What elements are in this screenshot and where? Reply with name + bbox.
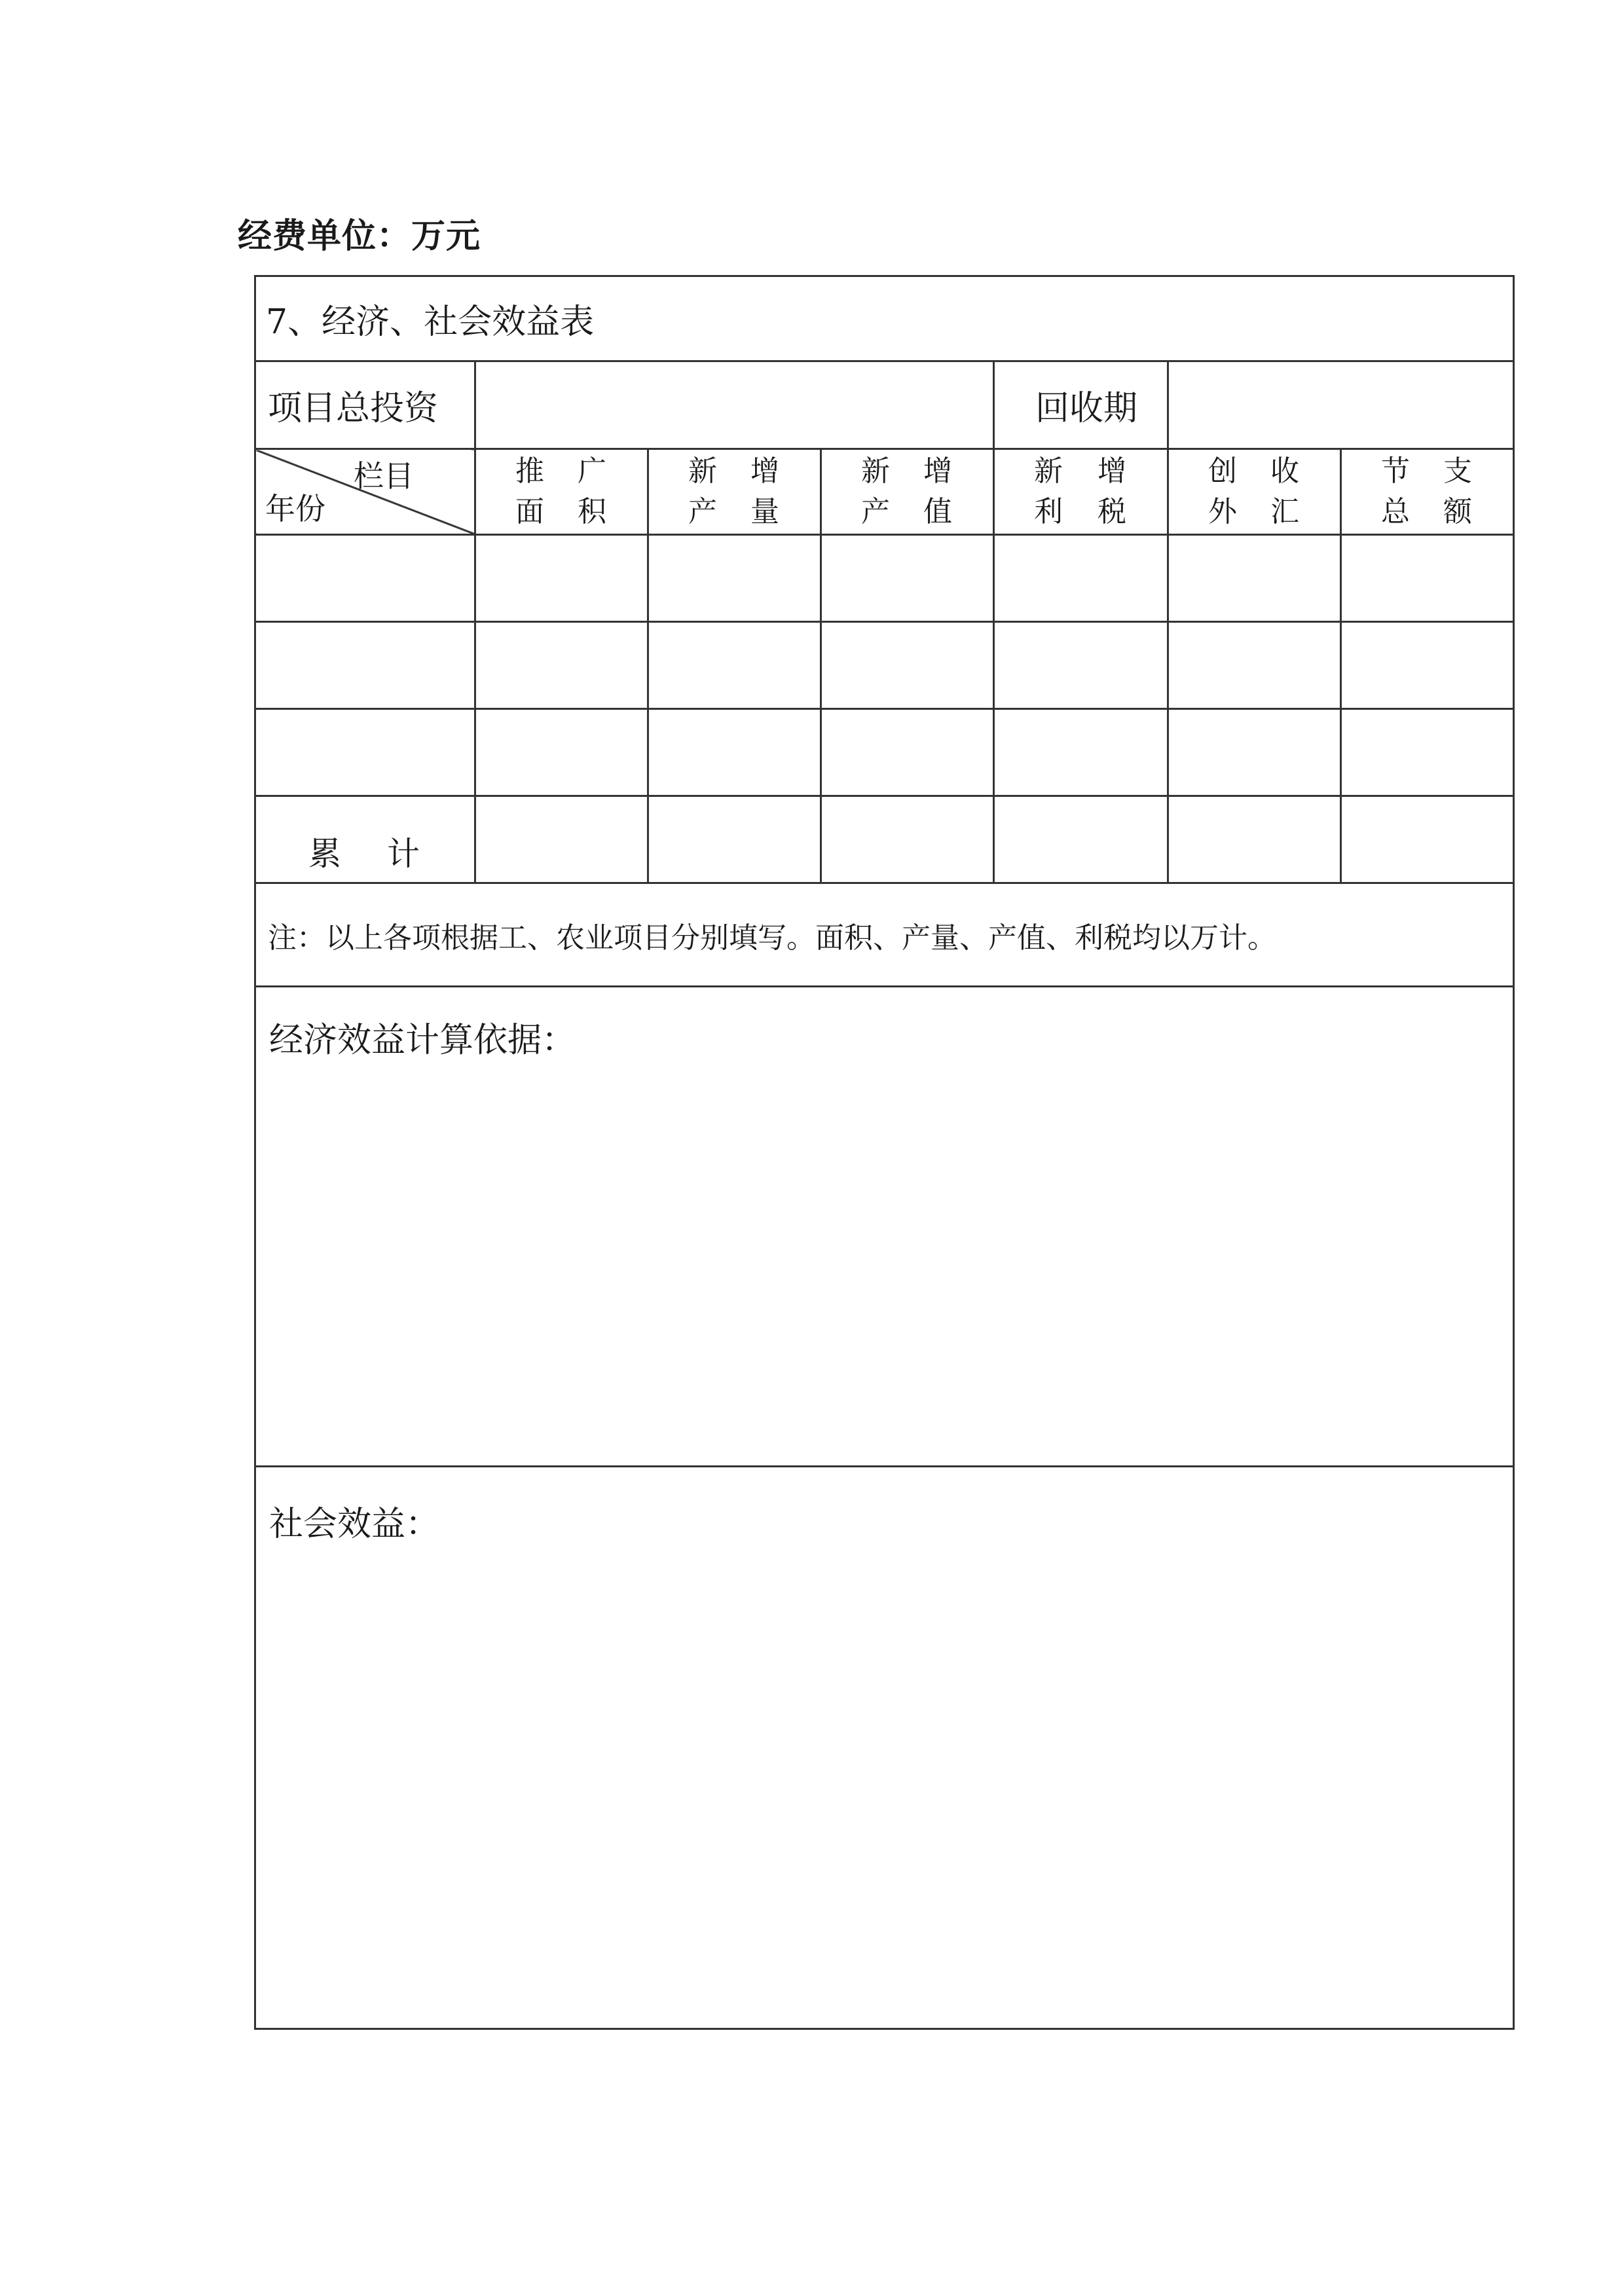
- year-cell[interactable]: [255, 709, 475, 796]
- data-cell[interactable]: [821, 709, 994, 796]
- table-note: 注：以上各项根据工、农业项目分别填写。面积、产量、产值、利税均以万计。: [255, 883, 1514, 987]
- data-cell[interactable]: [1341, 535, 1514, 622]
- total-cell[interactable]: [1341, 796, 1514, 883]
- year-cell[interactable]: [255, 535, 475, 622]
- year-axis-label: 年份: [265, 491, 325, 526]
- economic-basis-section[interactable]: 经济效益计算依据：: [255, 987, 1514, 1467]
- table-row: [255, 709, 1514, 796]
- data-cell[interactable]: [1168, 622, 1341, 709]
- total-cell[interactable]: [994, 796, 1168, 883]
- data-cell[interactable]: [1341, 622, 1514, 709]
- data-cell[interactable]: [475, 709, 648, 796]
- table-row: [255, 535, 1514, 622]
- total-investment-label: 项目总投资: [255, 361, 475, 449]
- total-investment-field[interactable]: [475, 361, 994, 449]
- data-cell[interactable]: [648, 709, 821, 796]
- column-header-total-savings: 节 支 总 额: [1341, 449, 1514, 535]
- economic-social-benefit-table: [254, 275, 1515, 2030]
- data-cell[interactable]: [994, 622, 1168, 709]
- year-cell[interactable]: [255, 622, 475, 709]
- column-axis-label: 栏目: [354, 458, 414, 494]
- column-header-foreign-exchange: 创 收 外 汇: [1168, 449, 1341, 535]
- total-cell[interactable]: [648, 796, 821, 883]
- data-cell[interactable]: [475, 622, 648, 709]
- social-benefit-section[interactable]: 社会效益：: [255, 1467, 1514, 2029]
- total-cell[interactable]: [821, 796, 994, 883]
- data-cell[interactable]: [475, 535, 648, 622]
- payback-period-field[interactable]: [1168, 361, 1514, 449]
- data-cell[interactable]: [648, 535, 821, 622]
- total-cell[interactable]: [475, 796, 648, 883]
- total-cell[interactable]: [1168, 796, 1341, 883]
- cumulative-total-label: 累 计: [255, 796, 475, 883]
- total-row: [255, 796, 1514, 883]
- diagonal-header-cell: [255, 449, 475, 535]
- data-cell[interactable]: [994, 535, 1168, 622]
- data-cell[interactable]: [648, 622, 821, 709]
- data-cell[interactable]: [821, 535, 994, 622]
- data-cell[interactable]: [821, 622, 994, 709]
- data-cell[interactable]: [1341, 709, 1514, 796]
- column-header-new-output: 新 增 产 量: [648, 449, 821, 535]
- funding-unit-label: 经费单位：万元: [238, 217, 481, 256]
- column-header-new-output-value: 新 增 产 值: [821, 449, 994, 535]
- table-title: 7、经济、社会效益表: [255, 276, 1514, 361]
- column-header-promotion-area: 推 广 面 积: [475, 449, 648, 535]
- data-cell[interactable]: [1168, 535, 1341, 622]
- payback-period-label: 回收期: [994, 361, 1168, 449]
- data-cell[interactable]: [994, 709, 1168, 796]
- column-header-new-profit-tax: 新 增 利 税: [994, 449, 1168, 535]
- data-cell[interactable]: [1168, 709, 1341, 796]
- table-row: [255, 622, 1514, 709]
